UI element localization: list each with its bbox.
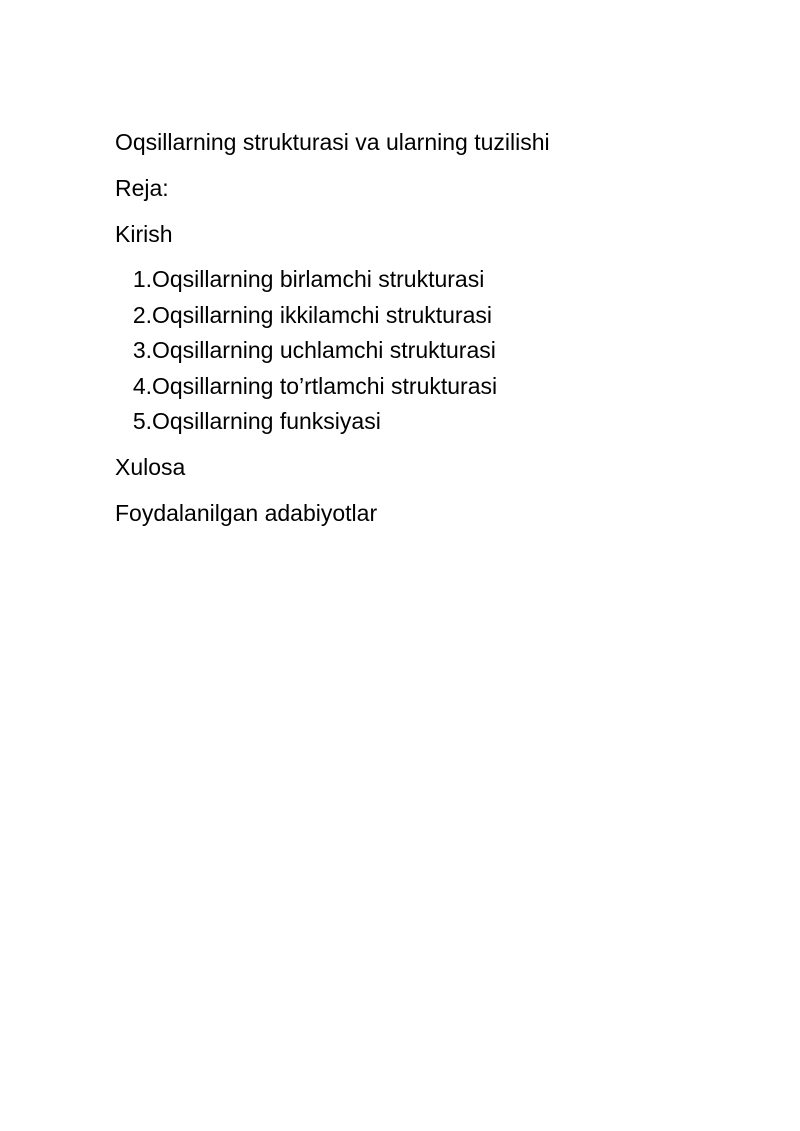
list-item-number: 3. [132,337,152,363]
list-item-number: 5. [132,408,152,434]
document-content [115,124,715,541]
list-item [115,333,715,369]
plan-label: Reja: [115,175,169,201]
list-item-text: Oqsillarning ikkilamchi strukturasi [152,301,492,328]
list-item [115,262,715,298]
references-heading: Foydalanilgan adabiyotlar [115,499,378,526]
list-item-text: Oqsillarning to’rtlamchi strukturasi [152,372,498,399]
list-item-number: 4. [132,372,152,399]
list-item-number: 1. [132,266,152,292]
list-item-number: 2. [132,301,152,328]
document-title: Oqsillarning strukturasi va ularning tuzilishi [115,129,550,155]
list-item-text: Oqsillarning birlamchi strukturasi [152,266,485,292]
list-item [115,404,715,440]
list-item-text: Oqsillarning funksiyasi [152,408,381,434]
list-item [115,369,715,405]
list-item [115,298,715,334]
conclusion-heading: Xulosa [115,453,186,480]
plan-list [115,262,715,440]
list-item-text: Oqsillarning uchlamchi strukturasi [152,337,496,363]
intro-heading: Kirish [115,221,173,247]
